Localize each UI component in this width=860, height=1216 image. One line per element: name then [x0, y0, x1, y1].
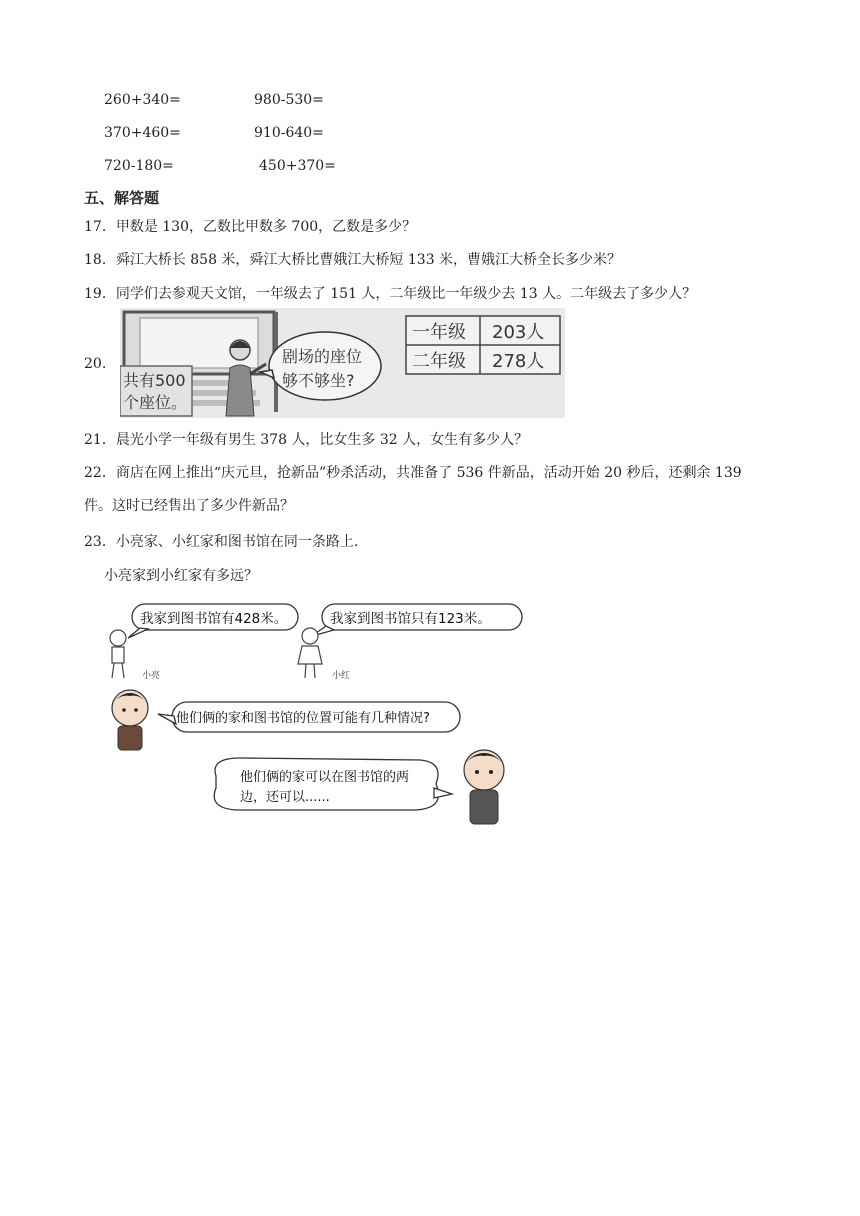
xiaoliang-figure [110, 630, 126, 678]
seat-sign-line1: 共有500 [123, 371, 186, 390]
question-19: 19．同学们去参观天文馆，一年级去了 151 人，二年级比一年级少去 13 人。二年级去了多少人？ [84, 286, 697, 302]
question-22-line2: 件。这时已经售出了多少件新品？ [84, 498, 294, 514]
question-20-number: 20. [84, 356, 107, 372]
boy-1-figure [112, 690, 148, 750]
calc-3-right: 450+370= [259, 158, 336, 174]
xiaohong-text: 我家到图书馆只有123米。 [330, 611, 491, 627]
grade-2-label: 二年级 [412, 351, 466, 372]
xiaoliang-label: 小亮 [142, 671, 161, 681]
grade-2-count: 278人 [492, 351, 545, 372]
question-18: 18．舜江大桥长 858 米，舜江大桥比曹娥江大桥短 133 米，曹娥江大桥全长多少米？ [84, 252, 622, 268]
question-23-sub: 小亮家到小红家有多远？ [104, 568, 258, 584]
question-21: 21．晨光小学一年级有男生 378 人，比女生多 32 人，女生有多少人？ [84, 432, 529, 448]
seat-sign-line2: 个座位。 [123, 393, 188, 412]
xiaohong-label: 小红 [332, 671, 351, 681]
xiaoliang-speech-bubble [128, 604, 298, 638]
calc-2-left: 370+460= [104, 125, 181, 141]
boy-2-text-line2: 边，还可以...... [240, 790, 330, 805]
grade-1-count: 203人 [492, 322, 545, 343]
section-title: 五、解答题 [84, 189, 160, 207]
boy-2-figure [464, 750, 504, 824]
figure-20-theater [120, 308, 565, 418]
figure-23-library [100, 598, 540, 838]
question-17: 17．甲数是 130，乙数比甲数多 700，乙数是多少？ [84, 219, 417, 235]
bubble-line1: 剧场的座位 [282, 347, 363, 366]
calc-2-right: 910-640= [254, 125, 324, 141]
grade-1-label: 一年级 [412, 322, 466, 343]
grade-table [406, 316, 560, 374]
boy-2-speech-bubble [214, 758, 452, 810]
xiaoliang-text: 我家到图书馆有428米。 [140, 611, 288, 627]
calc-1-right: 980-530= [254, 92, 324, 108]
question-22-line1: 22．商店在网上推出“庆元旦，抢新品”秒杀活动，共准备了 536 件新品，活动开始 20 秒后，还剩余 139 [84, 465, 742, 481]
xiaohong-figure [298, 628, 322, 678]
calc-3-left: 720-180= [104, 158, 174, 174]
boy-1-text: 他们俩的家和图书馆的位置可能有几种情况? [176, 711, 430, 726]
boy-2-text-line1: 他们俩的家可以在图书馆的两 [240, 770, 410, 785]
boy-1-speech-bubble [158, 702, 460, 732]
xiaohong-speech-bubble [312, 604, 522, 636]
bubble-line2: 够不够坐? [282, 371, 355, 390]
calc-1-left: 260+340= [104, 92, 181, 108]
question-23: 23．小亮家、小红家和图书馆在同一条路上. [84, 534, 359, 550]
